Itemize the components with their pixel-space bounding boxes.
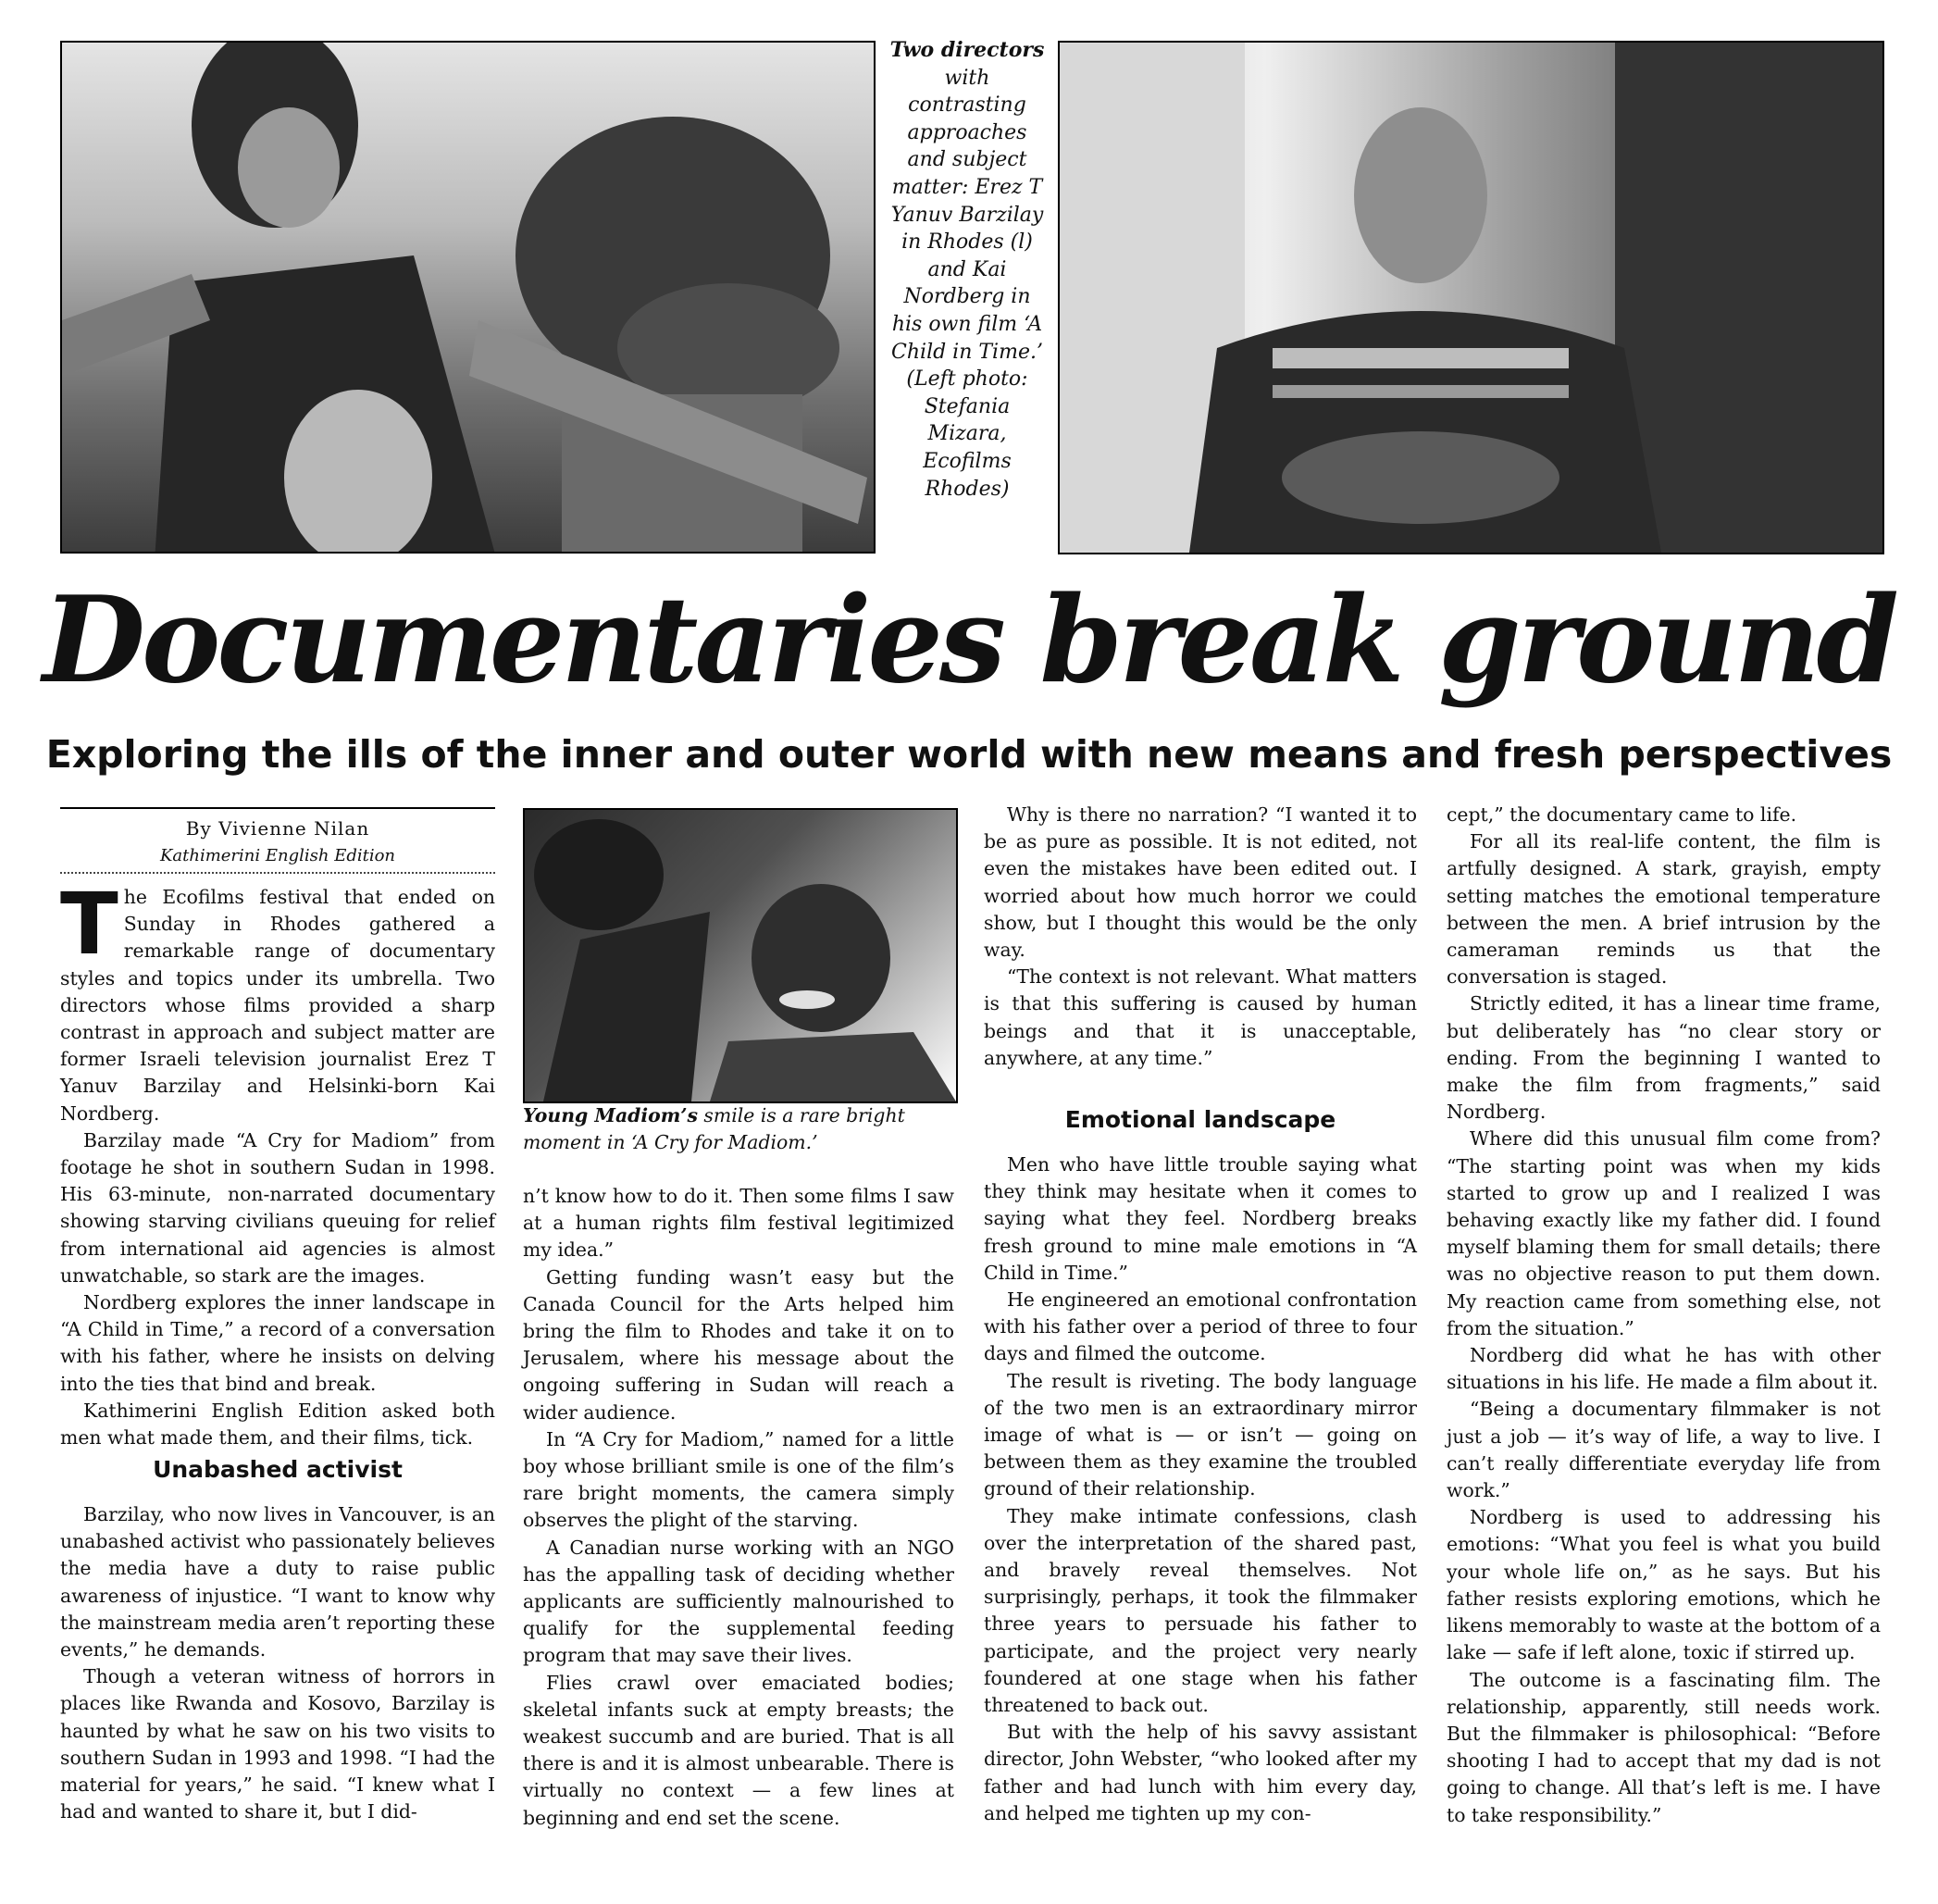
paragraph: But with the help of his savvy assistant director, John Webster, “who looked after my father and had lunch with him every day, and helped me tighten up my con- <box>984 1721 1417 1824</box>
byline-dotted-rule <box>60 872 495 874</box>
article-column-1-top <box>60 875 495 1451</box>
article-column-3-top <box>984 802 1417 1072</box>
paragraph: “The context is not relevant. What matters is that this suffering is caused by human beings and that it is unacceptable, anywhere, at any time.” <box>984 965 1417 1069</box>
paragraph: He engineered an emotional confrontation with his father over a period of three to four days and filmed the outcome. <box>984 1288 1417 1365</box>
paragraph: They make intimate confessions, clash over the interpretation of the shared past, and bravely reveal themselves. Not surprisingly, perhaps, it took the filmmaker three years to persuade his father to participate, and the project very nearly foundered at one stage when his father threatened to back out. <box>984 1504 1417 1717</box>
paragraph: Nordberg is used to addressing his emotions: “What you feel is what you build your whole life on,” as he says. But his father resists exploring emotions, which he likens memorably to waste at the bottom of a lake — safe if left alone, toxic if stirred up. <box>1447 1506 1881 1664</box>
paragraph: n’t know how to do it. Then some films I saw at a human rights film festival legitimized my idea.” <box>523 1185 954 1262</box>
headline: Documentaries break ground <box>43 571 1895 710</box>
photo-madiom-caption-body: smile is a rare bright moment in ‘A Cry for Madiom.’ <box>523 1104 905 1153</box>
paragraph: A Canadian nurse working with an NGO has the appalling task of deciding whether applicants are sufficiently malnourished to qualify for the supplemental feeding program that may save their lives. <box>523 1536 954 1667</box>
paragraph: In “A Cry for Madiom,” named for a little boy whose brilliant smile is one of the film’s rare bright moments, the camera simply observes the plight of the starving. <box>523 1427 954 1532</box>
paragraph: The outcome is a fascinating film. The relationship, apparently, still needs work. But the filmmaker is philosophical: “Before shooting I had to accept that my dad is not going to change. All that’s left is me. I have to take responsibility.” <box>1447 1668 1881 1826</box>
byline-publication: Kathimerini English Edition <box>159 846 396 865</box>
paragraph: Barzilay made “A Cry for Madiom” from footage he shot in southern Sudan in 1998. His 63-minute, non-narrated documentary showing starving civilians queuing for relief from international aid agencies is almost unwatchable, so stark are the images. <box>60 1128 495 1287</box>
byline <box>60 815 495 870</box>
photo-caption-body: with contrasting approaches and subject matter: Erez T Yanuv Barzilay in Rhodes (l) and Kai Nordberg in his own film ‘A Child in Time.’ (Left photo: Stefania Mizara, Ecofilms Rhodes) <box>890 66 1044 501</box>
byline-top-rule <box>60 807 495 809</box>
paragraph: Nordberg explores the inner landscape in “A Child in Time,” a record of a conversation with his father, where he insists on delving into the ties that bind and break. <box>60 1291 495 1395</box>
article-column-4 <box>1447 802 1881 1829</box>
article-column-1-bottom <box>60 1501 495 1825</box>
paragraph: Getting funding wasn’t easy but the Canada Council for the Arts helped him bring the film to Rhodes and take it on to Jerusalem, where his message about the ongoing suffering in Sudan will reach a wider audience. <box>523 1265 954 1424</box>
paragraph: Strictly edited, it has a linear time frame, but deliberately has “no clear story or ending. From the beginning I wanted to make the film from fragments,” said Nordberg. <box>1447 992 1881 1124</box>
drop-cap: T <box>60 875 118 974</box>
paragraph: Though a veteran witness of horrors in places like Rwanda and Kosovo, Barzilay is haunted by what he saw on his two visits to southern Sudan in 1993 and 1998. “I had the material for years,” he said. “I knew what I had and wanted to share it, but I did- <box>60 1665 495 1823</box>
photo-madiom <box>523 808 958 1103</box>
paragraph: Kathimerini English Edition asked both men what made them, and their films, tick. <box>60 1399 495 1450</box>
paragraph: Men who have little trouble saying what they think may hesitate when it comes to saying what they feel. Nordberg breaks fresh ground to mine male emotions in “A Child in Time.” <box>984 1153 1417 1284</box>
photo-barzilay-image <box>62 43 874 552</box>
paragraph: For all its real-life content, the film is artfully designed. A stark, grayish, empty setting matches the emotional temperature between the men. A brief intrusion by the cameraman reminds us that the conversation is staged. <box>1447 830 1881 989</box>
article-column-3-bottom <box>984 1151 1417 1827</box>
photo-caption <box>888 37 1046 503</box>
section-heading-activist: Unabashed activist <box>153 1456 403 1483</box>
subheadline: Exploring the ills of the inner and outer world with new means and fresh perspectives <box>45 732 1893 777</box>
paragraph: Barzilay, who now lives in Vancouver, is an unabashed activist who passionately believes the media have a duty to raise public awareness of injustice. “I want to know why the mainstream media aren’t reporting these events,” he demands. <box>60 1503 495 1661</box>
photo-nordberg <box>1058 41 1884 554</box>
section-heading-emotional: Emotional landscape <box>1064 1106 1336 1133</box>
photo-caption-lead: Two directors <box>889 38 1045 62</box>
paragraph: cept,” the documentary came to life. <box>1447 803 1797 826</box>
paragraph: “Being a documentary filmmaker is not just a job — it’s way of life, a way to live. I can’t really differentiate everyday life from work.” <box>1447 1398 1881 1502</box>
photo-madiom-caption <box>523 1102 954 1156</box>
photo-madiom-caption-lead: Young Madiom’s <box>523 1104 698 1126</box>
paragraph-text: he Ecofilms festival that ended on Sunday in Rhodes gathered a remarkable range of documentary styles and topics under its umbrella. Two directors whose films provided a sharp contrast in approach and subject matter are former Israeli television journalist Erez T Yanuv Barzilay and Helsinki-born Kai Nordberg. <box>60 886 495 1125</box>
paragraph: Where did this unusual film come from? “The starting point was when my kids started to grow up and I realized I was behaving exactly like my father did. I found myself blaming them for small details; there was no objective reason to put them down. My reaction came from something else, not from the situation.” <box>1447 1127 1881 1339</box>
paragraph <box>60 875 495 1127</box>
article-column-2 <box>523 1183 954 1832</box>
photo-madiom-image <box>525 810 956 1101</box>
paragraph: Flies crawl over emaciated bodies; skeletal infants suck at empty breasts; the weakest succumb and are buried. That is all there is and it is almost unbearable. There is virtually no context — a few lines at beginning and end set the scene. <box>523 1671 954 1829</box>
photo-barzilay <box>60 41 876 554</box>
photo-nordberg-image <box>1060 43 1882 553</box>
paragraph: The result is riveting. The body language of the two men is an extraordinary mirror image of what is — or isn’t — going on between them as they examine the troubled ground of their relationship. <box>984 1369 1417 1500</box>
paragraph: Why is there no narration? “I wanted it to be as pure as possible. It is not edited, not even the mistakes have been edited out. I worried about how much horror we could show, but I thought this would be the only way. <box>984 803 1417 962</box>
paragraph: Nordberg did what he has with other situations in his life. He made a film about it. <box>1447 1344 1881 1394</box>
byline-author: By Vivienne Nilan <box>185 817 370 840</box>
